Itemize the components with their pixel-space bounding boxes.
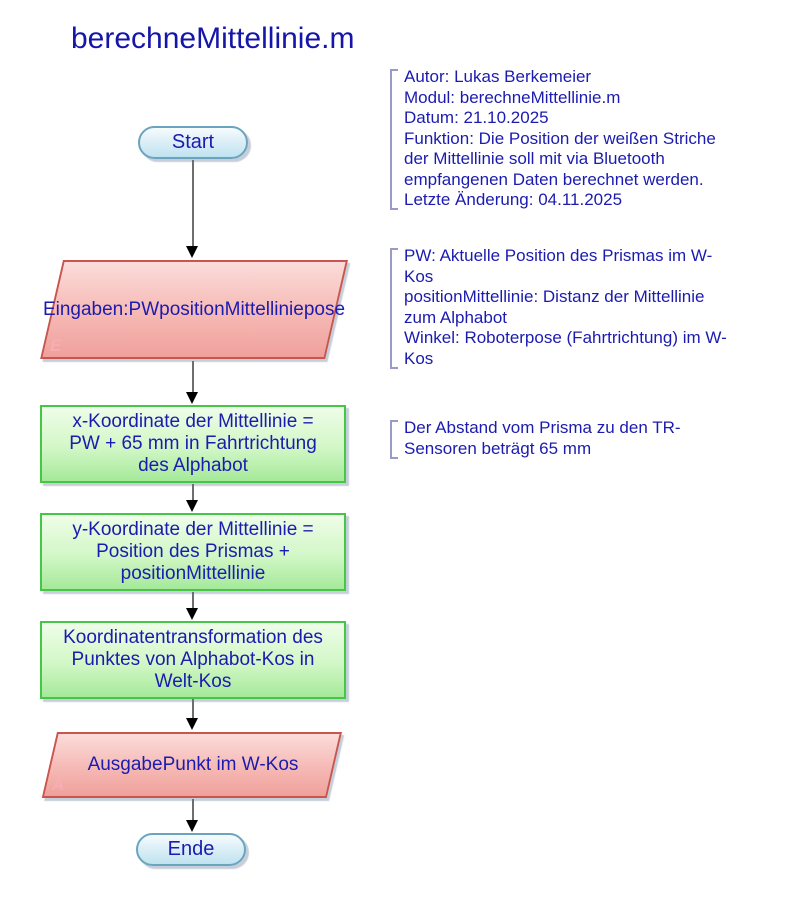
end-label: Ende bbox=[167, 838, 215, 860]
input-text: Eingaben: PW positionMittellinie pose bbox=[42, 298, 346, 320]
annotation-inputs-info bbox=[390, 246, 790, 371]
arrowhead-icon bbox=[186, 608, 198, 620]
arrow-proc2-to-proc3 bbox=[186, 592, 199, 620]
process-y-koordinate bbox=[40, 513, 346, 591]
annotation-inputs-info-text: PW: Aktuelle Position des Prismas im W- Kos positionMittellinie: Distanz der Mittellinie zum Alphabot Winkel: Roboterpose (Fahrtrichtung) im W- Kos bbox=[404, 246, 727, 368]
start-label: Start bbox=[171, 131, 215, 153]
arrow-stem bbox=[192, 699, 194, 719]
arrow-proc1-to-proc2 bbox=[186, 484, 199, 512]
process-x-koordinate bbox=[40, 405, 346, 483]
arrow-stem bbox=[192, 592, 194, 609]
end-terminator bbox=[136, 833, 246, 866]
annotation-abstand-info bbox=[390, 418, 790, 461]
left-bracket-icon bbox=[390, 420, 398, 459]
output-parallelogram bbox=[42, 732, 344, 798]
arrow-input-to-proc1 bbox=[186, 361, 199, 404]
arrow-stem bbox=[192, 361, 194, 393]
process-koordinatentransformation-text: Koordinatentransformation des Punktes von Alphabot-Kos in Welt-Kos bbox=[63, 627, 323, 692]
process-y-koordinate-text: y-Koordinate der Mittellinie = Position des Prismas + positionMittellinie bbox=[72, 519, 314, 584]
arrow-output-to-end bbox=[186, 799, 199, 832]
annotation-module-info bbox=[390, 67, 790, 212]
process-koordinatentransformation bbox=[40, 621, 346, 699]
input-corner-label: E bbox=[50, 336, 62, 355]
process-x-koordinate-text: x-Koordinate der Mittellinie = PW + 65 mm in Fahrtrichtung des Alphabot bbox=[69, 411, 317, 476]
arrowhead-icon bbox=[186, 246, 198, 258]
arrow-stem bbox=[192, 799, 194, 821]
arrow-stem bbox=[192, 484, 194, 501]
arrowhead-icon bbox=[186, 500, 198, 512]
output-corner-label: A bbox=[52, 775, 65, 794]
start-terminator bbox=[138, 126, 248, 159]
arrow-proc3-to-output bbox=[186, 699, 199, 730]
arrowhead-icon bbox=[186, 820, 198, 832]
arrow-stem bbox=[192, 160, 194, 247]
annotation-abstand-info-text: Der Abstand vom Prisma zu den TR- Sensoren beträgt 65 mm bbox=[404, 418, 681, 458]
annotation-module-info-text: Autor: Lukas Berkemeier Modul: berechneMittellinie.m Datum: 21.10.2025 Funktion: Die Position der weißen Striche der Mittellinie soll mit via Bluetooth empfangenen Daten berechnet werden. Letzte Änderung: 04.11.2025 bbox=[404, 67, 716, 209]
left-bracket-icon bbox=[390, 248, 398, 369]
output-text: Ausgabe Punkt im W-Kos bbox=[87, 754, 299, 775]
arrowhead-icon bbox=[186, 718, 198, 730]
arrow-start-to-input bbox=[186, 160, 199, 258]
page-title: berechneMittellinie.m bbox=[71, 22, 355, 55]
input-parallelogram bbox=[40, 260, 348, 359]
left-bracket-icon bbox=[390, 69, 398, 210]
arrowhead-icon bbox=[186, 392, 198, 404]
